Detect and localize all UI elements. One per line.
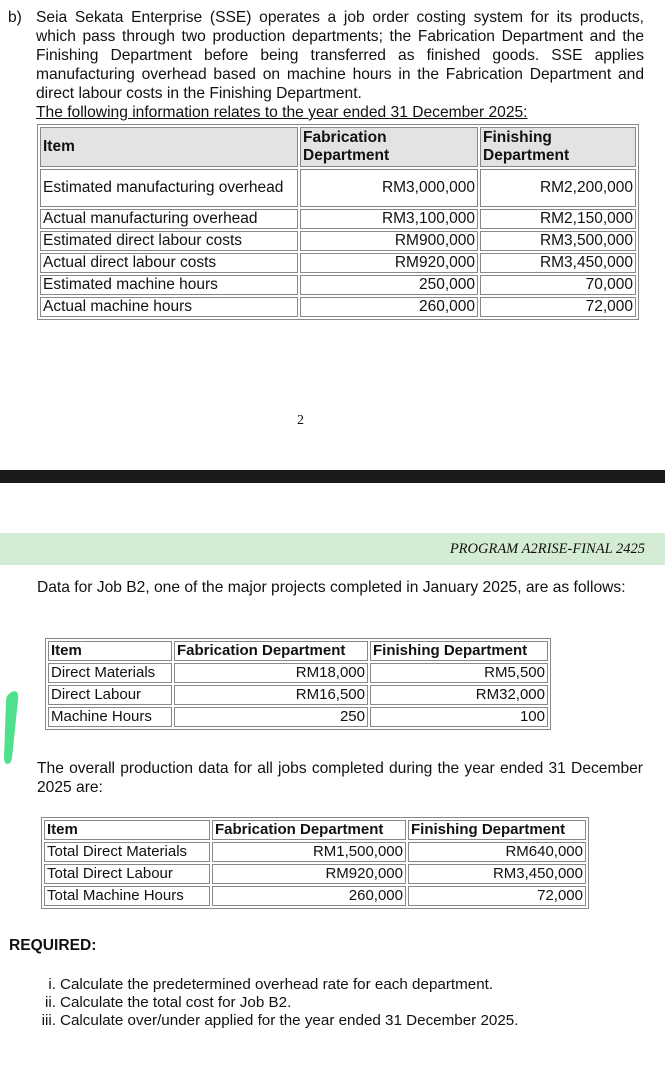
table-row — [40, 253, 636, 273]
item-text: Calculate the predetermined overhead rate for each department. — [60, 976, 494, 993]
item-number: i. — [48, 976, 56, 993]
row-fin-value: RM2,150,000 — [480, 209, 636, 229]
row-fin-value: RM32,000 — [370, 685, 548, 705]
row-fab-value: RM900,000 — [300, 231, 478, 251]
table-row — [40, 209, 636, 229]
overall-table — [41, 817, 589, 909]
row-fab-value: RM16,500 — [174, 685, 368, 705]
row-fin-value: RM3,500,000 — [480, 231, 636, 251]
row-label: Estimated direct labour costs — [40, 231, 298, 251]
row-fin-value: RM5,500 — [370, 663, 548, 683]
row-fab-value: RM920,000 — [212, 864, 406, 884]
table-row — [44, 864, 586, 884]
list-item — [20, 1012, 518, 1030]
table-row — [48, 685, 548, 705]
row-fin-value: RM2,200,000 — [480, 169, 636, 207]
row-fin-value: RM640,000 — [408, 842, 586, 862]
header-fabrication: Fabrication Department — [300, 127, 478, 167]
program-label: PROGRAM A2RISE-FINAL 2425 — [449, 541, 645, 557]
table-header-row — [40, 127, 636, 167]
row-fab-value: RM1,500,000 — [212, 842, 406, 862]
header-item: Item — [48, 641, 172, 661]
row-fin-value: 72,000 — [408, 886, 586, 906]
page-number: 2 — [297, 413, 304, 428]
header-finishing: Finishing Department — [370, 641, 548, 661]
job-b2-table — [45, 638, 551, 730]
row-fab-value: RM3,000,000 — [300, 169, 478, 207]
page-divider — [0, 470, 665, 483]
budget-table — [37, 124, 639, 320]
table-row — [48, 663, 548, 683]
row-fab-value: 260,000 — [300, 297, 478, 317]
row-label: Total Direct Labour — [44, 864, 210, 884]
table-row — [44, 842, 586, 862]
row-fin-value: 72,000 — [480, 297, 636, 317]
header-fabrication: Fabrication Department — [212, 820, 406, 840]
question-intro — [8, 8, 644, 122]
table-header-row — [48, 641, 548, 661]
row-fab-value: 250 — [174, 707, 368, 727]
table-header-row — [44, 820, 586, 840]
item-number: ii. — [45, 994, 56, 1011]
intro-last-line: The following information relates to the year ended 31 December 2025: — [36, 104, 528, 121]
table-row — [40, 275, 636, 295]
list-item — [20, 994, 518, 1012]
row-label: Total Direct Materials — [44, 842, 210, 862]
header-item: Item — [44, 820, 210, 840]
intro-body: Seia Sekata Enterprise (SSE) operates a job order costing system for its products, which pass through two production departments; the Fabrication Department and the Finishing Department before being transferred as finished goods. SSE applies manufacturing overhead based on machine hours in the Fabrication Department and direct labour costs in the Finishing Department. — [36, 9, 644, 102]
item-text: Calculate over/under applied for the year ended 31 December 2025. — [60, 1012, 519, 1029]
overall-intro: The overall production data for all jobs completed during the year ended 31 December 2025 are: — [37, 760, 643, 796]
row-fin-value: RM3,450,000 — [480, 253, 636, 273]
required-list — [20, 976, 518, 1030]
row-fab-value: RM18,000 — [174, 663, 368, 683]
row-fin-value: RM3,450,000 — [408, 864, 586, 884]
row-label: Actual manufacturing overhead — [40, 209, 298, 229]
row-label: Actual machine hours — [40, 297, 298, 317]
list-item — [20, 976, 518, 994]
row-fin-value: 100 — [370, 707, 548, 727]
row-label: Total Machine Hours — [44, 886, 210, 906]
required-title: REQUIRED: — [9, 937, 97, 954]
row-fab-value: 260,000 — [212, 886, 406, 906]
row-label: Estimated manufacturing overhead — [40, 169, 298, 207]
row-label: Direct Materials — [48, 663, 172, 683]
table-row — [40, 231, 636, 251]
table-row — [48, 707, 548, 727]
row-fab-value: RM920,000 — [300, 253, 478, 273]
row-fab-value: 250,000 — [300, 275, 478, 295]
header-finishing: Finishing Department — [408, 820, 586, 840]
header-fabrication: Fabrication Department — [174, 641, 368, 661]
row-label: Machine Hours — [48, 707, 172, 727]
header-finishing: Finishing Department — [480, 127, 636, 167]
row-label: Actual direct labour costs — [40, 253, 298, 273]
row-label: Estimated machine hours — [40, 275, 298, 295]
item-text: Calculate the total cost for Job B2. — [60, 994, 292, 1011]
table-row — [40, 169, 636, 207]
header-item: Item — [40, 127, 298, 167]
question-label: b) — [8, 9, 22, 26]
row-label: Direct Labour — [48, 685, 172, 705]
job-intro: Data for Job B2, one of the major projects completed in January 2025, are as follows: — [37, 579, 626, 596]
table-row — [40, 297, 636, 317]
table-row — [44, 886, 586, 906]
row-fab-value: RM3,100,000 — [300, 209, 478, 229]
item-number: iii. — [41, 1012, 56, 1029]
highlighter-mark — [0, 688, 22, 768]
row-fin-value: 70,000 — [480, 275, 636, 295]
